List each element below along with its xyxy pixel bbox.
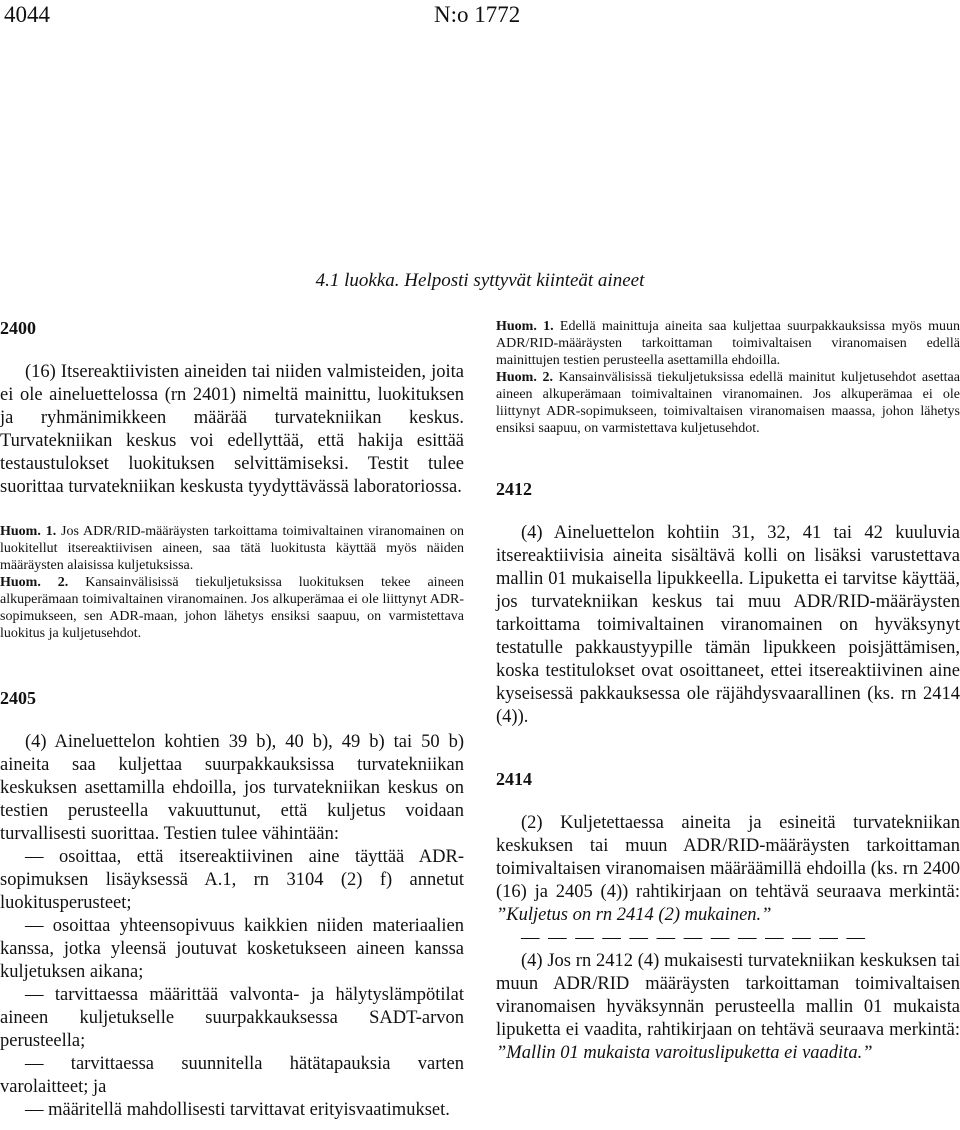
note-1-text: Jos ADR/RID-määräysten tarkoittama toimivaltainen viranomainen on luokitellut itsereaktiivisen aineen, saa tätä luokitusta käyttää myös näiden määräysten alaisissa kuljetuksissa. [0,524,465,573]
article-2414-paragraph-4 [496,950,960,1065]
article-number-2405: 2405 [0,688,36,708]
right-note-2-label: Huom. 2. [496,370,553,385]
paragraph-2-text: (2) Kuljetettaessa aineita ja esineitä turvatekniikan keskuksen tai muun ADR/RID-määräysten tarkoittaman toimivaltaisen viranomaisen määräämillä ehdoilla (ks. rn 2400 (16) ja 2405 (4)) rahtikirjaan on tehtävä seuraava merkintä: [496,813,960,902]
article-2405-item-1: — osoittaa, että itsereaktiivinen aine täyttää ADR-sopimuksen lisäyksessä A.1, rn 3104 (2) f) annetut luokitusperusteet; [0,847,464,913]
article-2414-paragraph-2 [496,812,960,927]
note-1-label: Huom. 1. [0,524,57,539]
article-2405-item-5: — määritellä mahdollisesti tarvittavat erityisvaatimukset. [25,1100,450,1120]
article-2400-note-2 [0,574,464,642]
article-number-2412: 2412 [496,479,532,499]
page-number: 4044 [4,2,50,27]
article-number-2414: 2414 [496,769,532,789]
note-2-label: Huom. 2. [0,575,69,590]
right-note-1-text: Edellä mainittuja aineita saa kuljettaa suurpakkauksissa myös muun ADR/RID-määräysten tarkoittaman toimivaltaisen viranomaisen edellä mainittujen testien perusteella asettamilla ehdoilla. [496,319,960,368]
paragraph-2-marking: ”Kuljetus on rn 2414 (2) mukainen.” [496,905,772,925]
article-2405-item-3: — tarvittaessa määrittää valvonta- ja hälytyslämpötilat aineen kuljetukselle suurpakkauksessa SADT-arvon perusteella; [0,985,464,1051]
note-2-text: Kansainvälisissä tiekuljetuksissa luokituksen tekee aineen alkuperämaan toimivaltainen viranomainen. Jos alkuperämaa ei ole liittynyt ADR-sopimukseen, sen ADR-maan, johon lähetys ensiksi saapuu, on varmistettava luokitus ja kuljetusehdot. [0,575,464,641]
article-2405-paragraph-4: (4) Aineluettelon kohtien 39 b), 40 b), 49 b) tai 50 b) aineita saa kuljettaa suurpakkauksissa turvatekniikan keskuksen asettamilla ehdoilla, jos turvatekniikan keskus on testien perusteella vakuuttunut, että kuljetus voidaan turvallisesti suorittaa. Testien tulee vähintään: [0,732,464,844]
article-2400-paragraph-16: (16) Itsereaktiivisten aineiden tai niiden valmisteiden, joita ei ole aineluettelossa (rn 2401) nimeltä mainittu, luokituksen ja ryhmänimikkeen määrää turvatekniikan keskus. Turvatekniikan keskus voi edellyttää, että hakija esittää testaustulokset luokituksen selvittämiseksi. Testit tulee suorittaa turvatekniikan keskusta tyydyttävässä laboratoriossa. [0,362,464,497]
right-note-1-label: Huom. 1. [496,319,554,334]
paragraph-4-marking: ”Mallin 01 mukaista varoituslipuketta ei vaadita.” [496,1043,873,1063]
left-column [0,318,464,1122]
page-header [0,0,960,40]
article-2400-note-1 [0,523,464,574]
article-2405-item-2: — osoittaa yhteensopivuus kaikkien niiden materiaalien kanssa, jotka yleensä joutuvat kosketukseen aineen kanssa kuljetuksen aikana; [0,916,464,982]
omission-dashes: — — — — — — — — — — — — — [521,928,867,948]
section-title: 4.1 luokka. Helposti syttyvät kiinteät aineet [315,270,645,291]
right-note-2-text: Kansainvälisissä tiekuljetuksissa edellä mainitut kuljetusehdot asettaa aineen alkuperämaan toimivaltainen viranomainen. Jos alkuperämaa ei ole liittynyt ADR-sopimukseen, toimivaltaisen viranomaisen maassa, johon lähetys ensiksi saapuu, on varmistettava kuljetusehdot. [496,370,960,436]
document-number: N:o 1772 [434,2,521,27]
article-2412-paragraph-4: (4) Aineluettelon kohtiin 31, 32, 41 tai 42 kuuluvia itsereaktiivisia aineita sisältävä kolli on lisäksi varustettava mallin 01 mukaisella lipukkeella. Lipuketta ei tarvitse käyttää, jos turvatekniikan keskus tai muu ADR/RID-määräysten tarkoittama toimivaltainen viranomainen on hyväksynyt testatulle pakkaustyypille tämän lipukkeen poisjättämisen, koska testitulokset ovat osoittaneet, ettei itsereaktiivinen aine kyseisessä pakkauksessa ole räjähdysvaarallinen (ks. rn 2414 (4)). [496,523,960,727]
article-number-2400: 2400 [0,318,36,338]
article-2405-note-1 [496,318,960,369]
right-column [496,318,960,1065]
paragraph-4-text: (4) Jos rn 2412 (4) mukaisesti turvatekniikan keskuksen tai muun ADR/RID määräysten tarkoittaman toimivaltaisen viranomaisen hyväksynnän perusteella mallin 01 mukaista lipuketta ei vaadita, rahtikirjaan on tehtävä seuraava merkintä: [496,951,960,1040]
article-2405-item-4: — tarvittaessa suunnitella hätätapauksia varten varolaitteet; ja [0,1054,464,1097]
article-2405-note-2 [496,369,960,437]
